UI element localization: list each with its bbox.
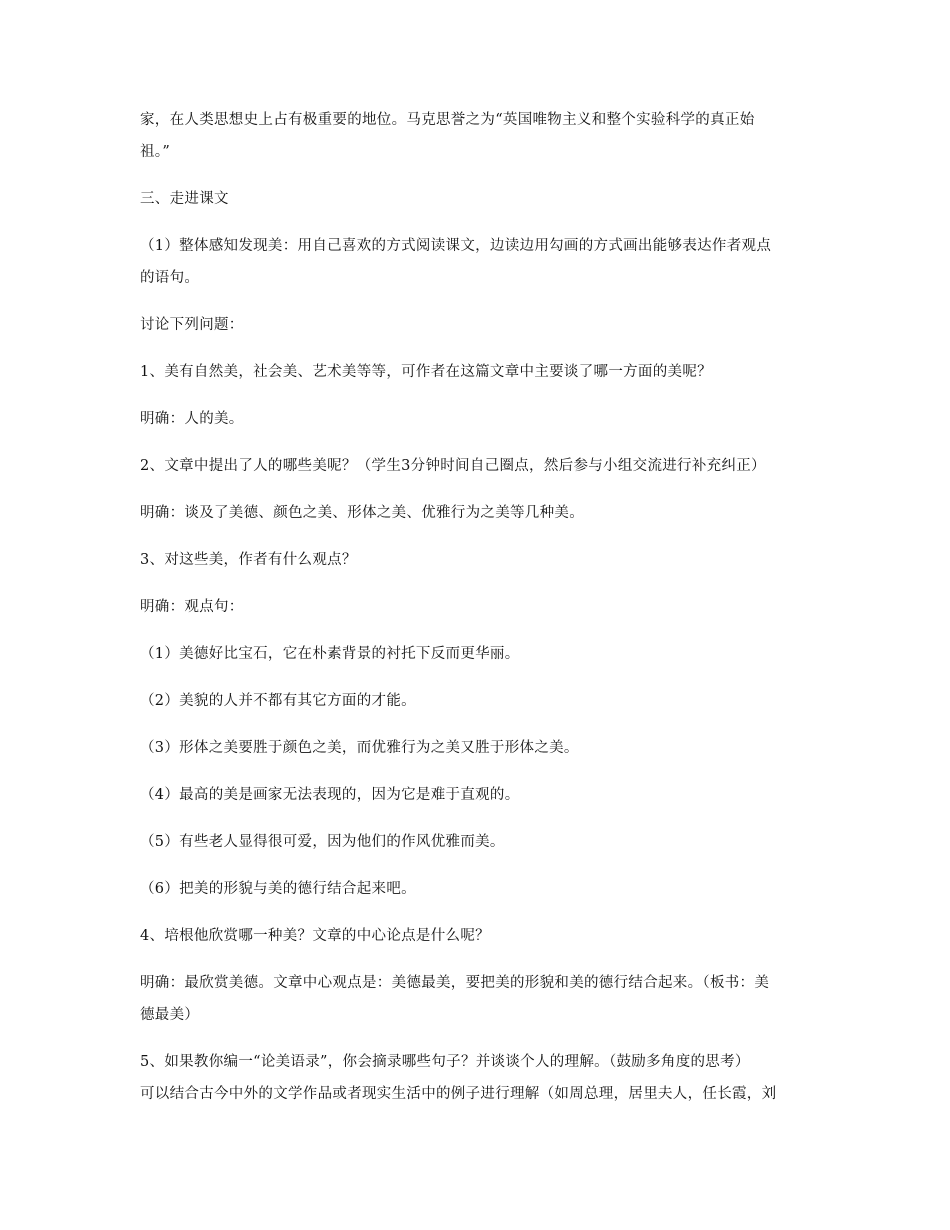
text-line: 2、文章中提出了人的哪些美呢？（学生3分钟时间自己圈点，然后参与小组交流进行补充纠正） xyxy=(140,458,766,474)
text-line: （2）美貌的人并不都有其它方面的才能。 xyxy=(140,693,416,709)
text-line: 1、美有自然美，社会美、艺术美等等，可作者在这篇文章中主要谈了哪一方面的美呢？ xyxy=(140,364,712,380)
text-line: （3）形体之美要胜于颜色之美，而优雅行为之美又胜于形体之美。 xyxy=(140,740,579,756)
paragraph xyxy=(140,403,812,435)
paragraph xyxy=(140,450,812,482)
paragraph-gap xyxy=(140,623,812,638)
text-line: （1）整体感知发现美：用自己喜欢的方式阅读课文，边读边用勾画的方式画出能够表达作者观点 xyxy=(140,238,772,254)
paragraph-gap xyxy=(140,482,812,497)
paragraph-gap xyxy=(140,388,812,403)
paragraph-gap xyxy=(140,670,812,685)
text-line: 家，在人类思想史上占有极重要的地位。马克思誉之为“英国唯物主义和整个实验科学的真正始 xyxy=(140,112,755,128)
text-line: （5）有些老人显得很可爱，因为他们的作风优雅而美。 xyxy=(140,834,505,850)
text-line: 讨论下列问题： xyxy=(140,317,244,333)
paragraph-gap xyxy=(140,168,812,183)
paragraph xyxy=(140,309,812,341)
text-line: 3、对这些美，作者有什么观点？ xyxy=(140,552,357,568)
paragraph-gap xyxy=(140,952,812,967)
paragraph xyxy=(140,967,812,1031)
paragraph-gap xyxy=(140,858,812,873)
paragraph-gap xyxy=(140,294,812,309)
paragraph-gap xyxy=(140,811,812,826)
paragraph xyxy=(140,826,812,858)
text-line: 4、培根他欣赏哪一种美？文章的中心论点是什么呢？ xyxy=(140,928,490,944)
text-line: （6）把美的形貌与美的德行结合起来吧。 xyxy=(140,881,416,897)
text-line: 三、走进课文 xyxy=(140,191,229,207)
paragraph-gap xyxy=(140,576,812,591)
paragraph xyxy=(140,779,812,811)
paragraph-gap xyxy=(140,764,812,779)
paragraph-gap xyxy=(140,1031,812,1046)
paragraph xyxy=(140,873,812,905)
paragraph-gap xyxy=(140,435,812,450)
text-line: 明确：谈及了美德、颜色之美、形体之美、优雅行为之美等几种美。 xyxy=(140,505,584,521)
paragraph xyxy=(140,732,812,764)
text-line: 明确：人的美。 xyxy=(140,411,244,427)
paragraph-gap xyxy=(140,215,812,230)
paragraph-gap xyxy=(140,529,812,544)
text-line: 5、如果教你编一“论美语录”，你会摘录哪些句子？并谈谈个人的理解。（鼓励多角度的思考） xyxy=(140,1054,750,1070)
text-line: 德最美） xyxy=(140,1007,200,1023)
paragraph xyxy=(140,920,812,952)
text-line: （4）最高的美是画家无法表现的，因为它是难于直观的。 xyxy=(140,787,520,803)
text-line: 明确：观点句： xyxy=(140,599,244,615)
paragraph xyxy=(140,356,812,388)
paragraph xyxy=(140,230,812,294)
text-line: 可以结合古今中外的文学作品或者现实生活中的例子进行理解（如周总理，居里夫人，任长霞，刘 xyxy=(140,1086,777,1102)
text-line: （1）美德好比宝石，它在朴素背景的衬托下反而更华丽。 xyxy=(140,646,520,662)
document-page xyxy=(140,104,812,1110)
text-line: 祖。” xyxy=(140,144,171,160)
paragraph xyxy=(140,685,812,717)
paragraph xyxy=(140,1046,812,1110)
paragraph-gap xyxy=(140,717,812,732)
text-line: 明确：最欣赏美德。文章中心观点是：美德最美，要把美的形貌和美的德行结合起来。（板书：美 xyxy=(140,975,770,991)
paragraph xyxy=(140,497,812,529)
paragraph xyxy=(140,183,812,215)
paragraph xyxy=(140,591,812,623)
paragraph xyxy=(140,544,812,576)
paragraph-gap xyxy=(140,905,812,920)
paragraph-gap xyxy=(140,341,812,356)
paragraph xyxy=(140,104,812,168)
text-line: 的语句。 xyxy=(140,270,200,286)
paragraph xyxy=(140,638,812,670)
